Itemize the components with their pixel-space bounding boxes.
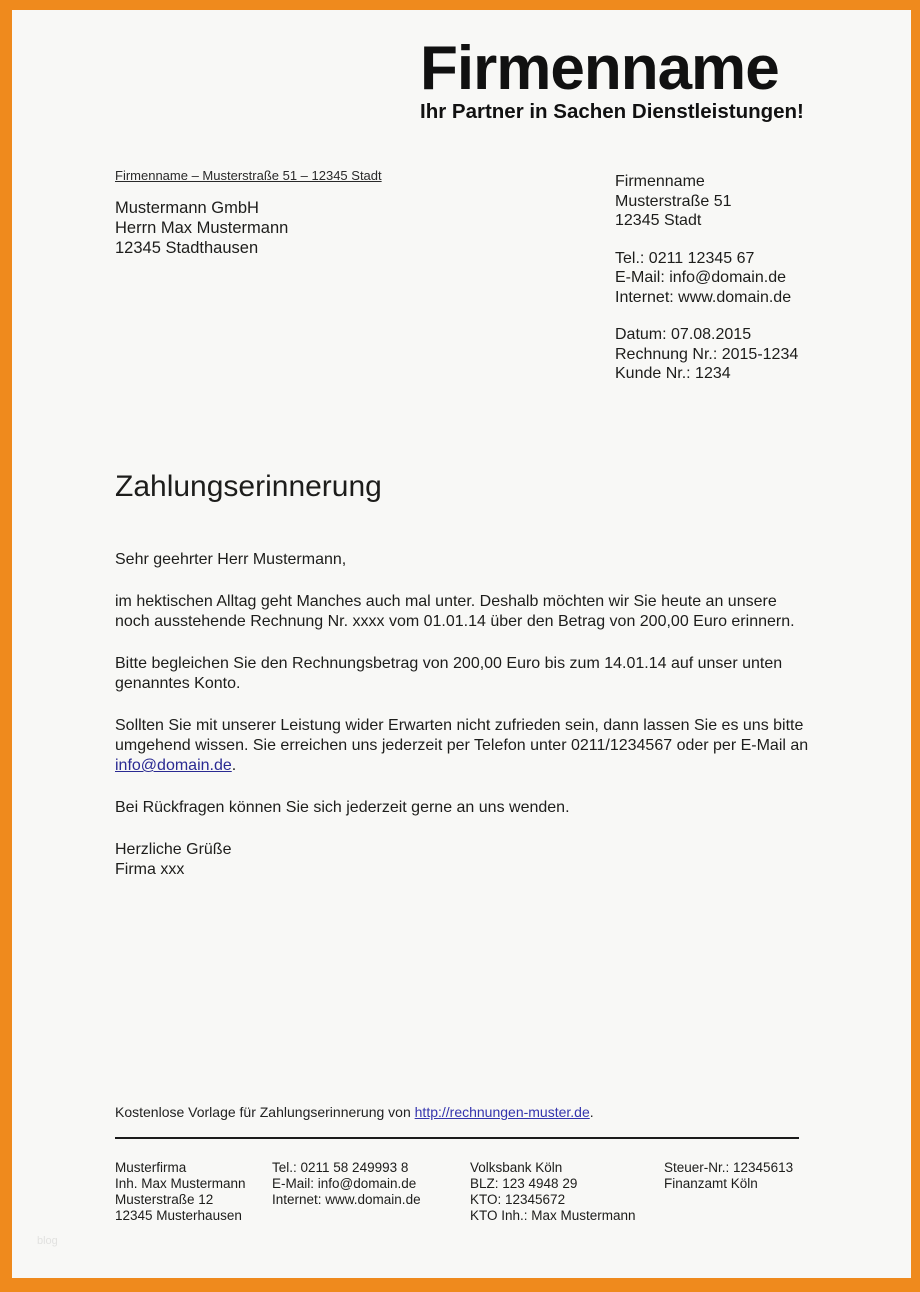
watermark: blog <box>37 1235 58 1247</box>
invoice-meta: Datum: 07.08.2015 Rechnung Nr.: 2015-1234 Kunde Nr.: 1234 <box>615 326 799 382</box>
company-logo-title: Firmenname <box>420 34 779 103</box>
template-credit-link[interactable]: http://rechnungen-muster.de <box>414 1104 590 1120</box>
paragraph-contact-text: Sollten Sie mit unserer Leistung wider Erwarten nicht zufrieden sein, dann lassen Sie es uns bitte umgehend wissen. Sie erreichen uns jederzeit per Telefon unter 0211/1234567 oder per E-Mail an <box>115 717 809 754</box>
salutation: Sehr geehrter Herr Mustermann, <box>115 551 347 568</box>
recipient-address: Mustermann GmbH Herrn Max Mustermann 12345 Stadthausen <box>115 199 289 257</box>
signature-line: Firma xxx <box>115 861 185 878</box>
footer-tax-column: Steuer-Nr.: 12345613 Finanzamt Köln <box>664 1160 794 1191</box>
letter-body <box>115 550 815 902</box>
letter-subject: Zahlungserinnerung <box>115 470 382 503</box>
footer-contact-column: Tel.: 0211 58 249993 8 E-Mail: info@domain.de Internet: www.domain.de <box>272 1160 421 1207</box>
company-info-block <box>615 172 905 402</box>
company-logo-tagline: Ihr Partner in Sachen Dienstleistungen! <box>420 100 804 123</box>
company-address: Firmenname Musterstraße 51 12345 Stadt <box>615 173 732 229</box>
paragraph-questions: Bei Rückfragen können Sie sich jederzeit gerne an uns wenden. <box>115 799 570 816</box>
closing-line: Herzliche Grüße <box>115 841 232 858</box>
letterhead <box>420 34 840 124</box>
paragraph-contact-period: . <box>231 757 237 774</box>
footer-company-column: Musterfirma Inh. Max Mustermann Musterstraße 12 12345 Musterhausen <box>115 1160 246 1223</box>
email-link[interactable]: info@domain.de <box>115 757 232 774</box>
paragraph-payment-request: Bitte begleichen Sie den Rechnungsbetrag von 200,00 Euro bis zum 14.01.14 auf unser unten genanntes Konto. <box>115 655 783 692</box>
paragraph-contact <box>115 716 815 776</box>
footer-divider <box>115 1137 799 1139</box>
footer-bank-column: Volksbank Köln BLZ: 123 4948 29 KTO: 12345672 KTO Inh.: Max Mustermann <box>470 1160 636 1223</box>
template-credit <box>115 1104 594 1120</box>
template-credit-text: Kostenlose Vorlage für Zahlungserinnerung von <box>115 1104 415 1120</box>
template-credit-period: . <box>589 1104 594 1120</box>
company-contact: Tel.: 0211 12345 67 E-Mail: info@domain.de Internet: www.domain.de <box>615 249 792 306</box>
paragraph-reminder: im hektischen Alltag geht Manches auch mal unter. Deshalb möchten wir Sie heute an unsere noch ausstehende Rechnung Nr. xxxx vom 01.01.14 über den Betrag von 200,00 Euro erinnern. <box>115 593 795 630</box>
sender-return-address: Firmenname – Musterstraße 51 – 12345 Stadt <box>115 168 382 183</box>
